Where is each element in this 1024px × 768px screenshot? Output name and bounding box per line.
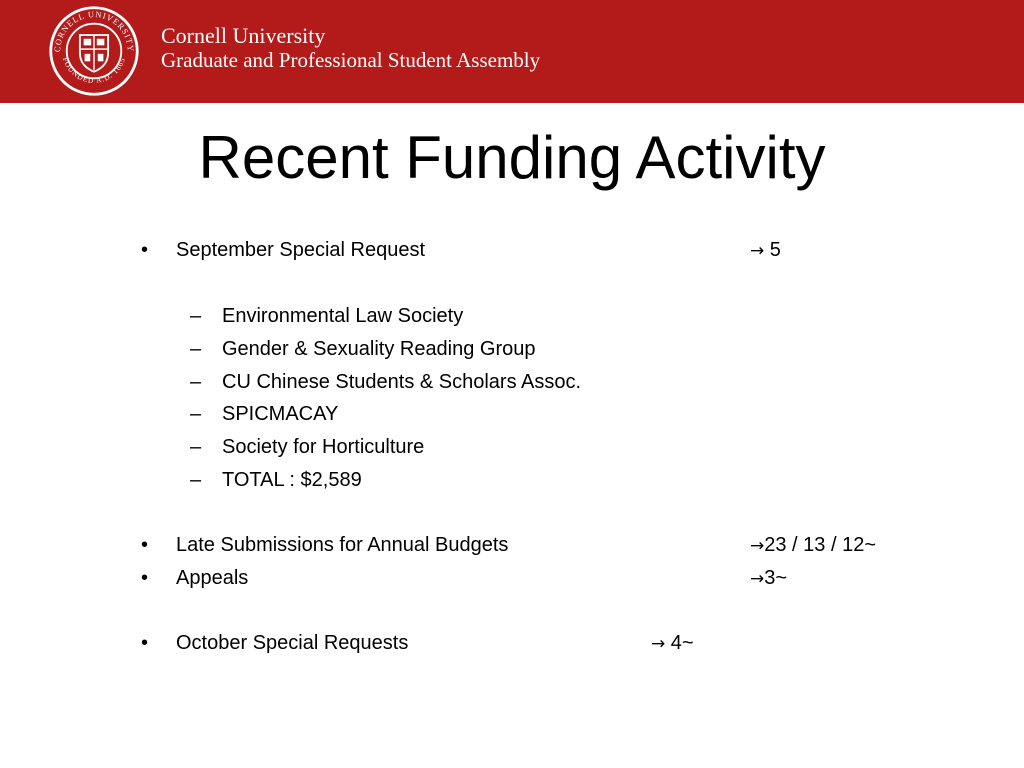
item-value: → 5	[750, 239, 781, 261]
dash-marker: –	[190, 403, 202, 425]
bullet-marker: •	[141, 567, 149, 589]
item-label: Appeals	[176, 567, 249, 589]
svg-text:FOUNDED A.D. 1865: FOUNDED A.D. 1865	[60, 56, 128, 85]
slide-title: Recent Funding Activity	[198, 124, 826, 191]
dash-marker: –	[190, 305, 202, 327]
sub-item-label: SPICMACAY	[222, 403, 339, 425]
arrow-icon: →	[651, 634, 666, 654]
bullet-marker: •	[141, 239, 149, 261]
organization-name	[161, 23, 540, 73]
assembly-name: Graduate and Professional Student Assembly	[161, 48, 541, 72]
item-value: →3~	[750, 567, 788, 589]
item-value: → 4~	[651, 632, 694, 654]
item-value: →23 / 13 / 12~	[750, 534, 877, 556]
svg-text:CORNELL UNIVERSITY: CORNELL UNIVERSITY	[52, 9, 136, 53]
sub-item-label: Gender & Sexuality Reading Group	[222, 338, 536, 360]
university-name: Cornell University	[161, 23, 326, 48]
sub-item-label: Society for Horticulture	[222, 436, 425, 458]
dash-marker: –	[190, 338, 202, 360]
item-label: Late Submissions for Annual Budgets	[176, 534, 509, 556]
item-label: September Special Request	[176, 239, 426, 261]
dash-marker: –	[190, 469, 202, 491]
dash-marker: –	[190, 371, 202, 393]
university-seal-icon	[47, 4, 141, 98]
bullet-marker: •	[141, 632, 149, 654]
arrow-icon: →	[750, 569, 765, 589]
item-label: October Special Requests	[176, 632, 409, 654]
arrow-icon: →	[750, 536, 765, 556]
sub-item-label: CU Chinese Students & Scholars Assoc.	[222, 371, 582, 393]
bullet-marker: •	[141, 534, 149, 556]
header-banner	[0, 0, 1024, 103]
dash-marker: –	[190, 436, 202, 458]
arrow-icon: →	[750, 241, 765, 261]
sub-item-total: TOTAL : $2,589	[222, 469, 362, 491]
sub-item-label: Environmental Law Society	[222, 305, 464, 327]
